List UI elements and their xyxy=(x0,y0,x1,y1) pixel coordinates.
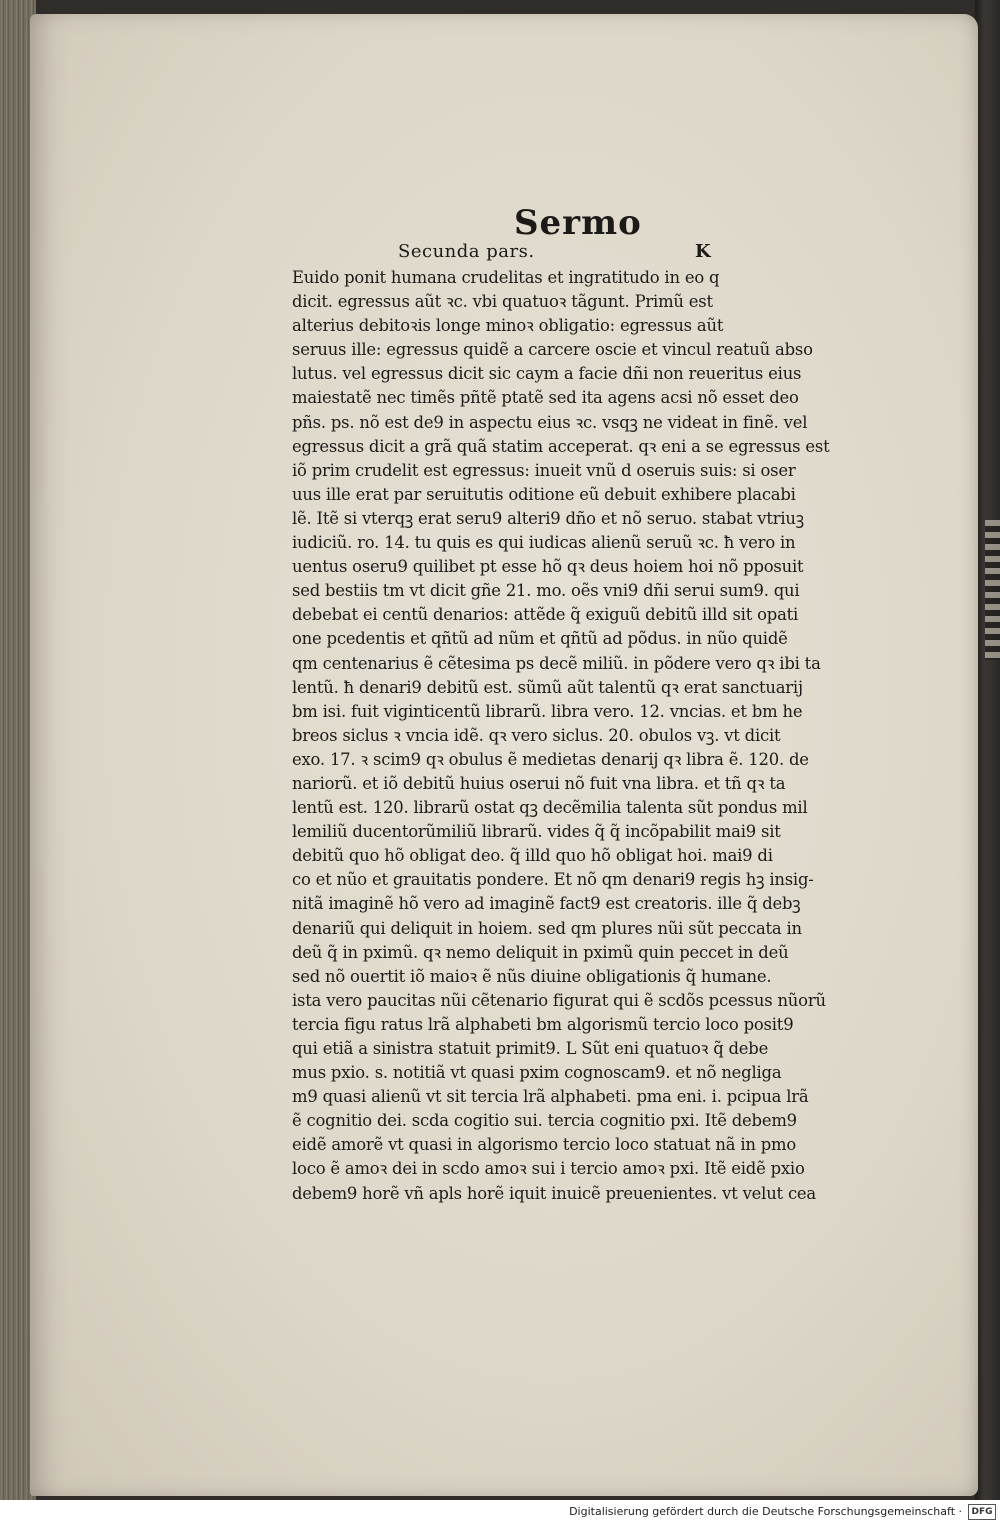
text-line: ẽ cognitio dei. scda cogitio sui. tercia cognitio pxi. Itẽ debem9 xyxy=(292,1111,797,1131)
text-line: lentũ. ħ denari9 debitũ est. sũmũ aũt talentũ qꝛ erat sanctuarij xyxy=(292,677,803,697)
text-line: seruus ille: egressus quidẽ a carcere oscie et vincul reatuũ abso xyxy=(292,340,813,360)
text-line: uus ille erat par seruitutis oditione eũ debuit exhibere placabi xyxy=(292,484,796,504)
section-subheading: Secunda pars. xyxy=(398,241,535,262)
text-line: qui etiã a sinistra statuit primit9. L Sũt eni quatuoꝛ q̃ debe xyxy=(292,1039,769,1058)
text-line: tercia figu ratus lrã alphabeti bm algorismũ tercio loco posit9 xyxy=(292,1014,794,1034)
text-line: exo. 17. ꝛ scim9 qꝛ obulus ẽ medietas denarij qꝛ libra ẽ. 120. de xyxy=(292,749,809,769)
text-line: qm centenarius ẽ cẽtesima ps decẽ miliũ. in põdere vero qꝛ ibi ta xyxy=(292,653,821,673)
facing-page-strip xyxy=(985,520,1000,660)
body-text-column xyxy=(292,266,842,1206)
text-line: co et nũo et grauitatis pondere. Et nõ qm denari9 regis hꝫ insig- xyxy=(292,870,814,890)
text-line: breos siclus ꝛ vncia idẽ. qꝛ vero siclus. 20. obulos vꝫ. vt dicit xyxy=(292,725,781,745)
text-line: one pcedentis et qñtũ ad nũm et qñtũ ad põdus. in nũo quidẽ xyxy=(292,629,788,649)
text-line: mus pxio. s. notitiã vt quasi pxim cognoscam9. et nõ negliga xyxy=(292,1063,782,1083)
text-line: dicit. egressus aũt ꝛc. vbi quatuoꝛ tãgunt. Primũ est xyxy=(292,292,713,312)
text-line: alterius debitoꝛis longe minoꝛ obligatio: egressus aũt xyxy=(292,316,724,336)
text-line: pñs. ps. nõ est de9 in aspectu eius ꝛc. vsqꝫ ne videat in finẽ. vel xyxy=(292,412,808,432)
page-heading: Sermo xyxy=(514,203,642,243)
funding-note: Digitalisierung gefördert durch die Deutsche Forschungsgemeinschaft · xyxy=(569,1505,962,1518)
text-line: iudiciũ. ro. 14. tu quis es qui iudicas alienũ seruũ ꝛc. ħ vero in xyxy=(292,533,796,553)
text-line: eidẽ amorẽ vt quasi in algorismo tercio loco statuat nã in pmo xyxy=(292,1135,797,1155)
text-line: bm isi. fuit viginticentũ librarũ. libra vero. 12. vncias. et bm he xyxy=(292,701,803,721)
text-line: lemiliũ ducentorũmiliũ librarũ. vides q̃ q̃ incõpabilit mai9 sit xyxy=(292,822,781,842)
text-line: loco ẽ amoꝛ dei in scdo amoꝛ sui i tercio amoꝛ pxi. Itẽ eidẽ pxio xyxy=(292,1159,805,1179)
section-marker: K xyxy=(695,241,711,262)
text-line: nitã imaginẽ hõ vero ad imaginẽ fact9 est creatoris. ille q̃ debꝫ xyxy=(292,894,801,914)
text-line: debitũ quo hõ obligat deo. q̃ illd quo hõ obligat hoi. mai9 di xyxy=(292,846,773,866)
text-line: egressus dicit a grã quã statim acceperat. qꝛ eni a se egressus est xyxy=(292,436,830,456)
text-line: sed bestiis tm vt dicit gñe 21. mo. oẽs vni9 dñi serui sum9. qui xyxy=(292,581,800,601)
text-line: maiestatẽ nec timẽs pñtẽ ptatẽ sed ita agens acsi nõ esset deo xyxy=(292,388,799,408)
text-line: lutus. vel egressus dicit sic caym a facie dñi non reueritus eius xyxy=(292,364,802,384)
text-line: lẽ. Itẽ si vterqꝫ erat seru9 alteri9 dño et nõ seruo. stabat vtriuꝫ xyxy=(292,508,804,528)
text-line: debebat ei centũ denarios: attẽde q̃ exiguũ debitũ illd sit opati xyxy=(292,605,799,625)
text-line: denariũ qui deliquit in hoiem. sed qm plures nũi sũt peccata in xyxy=(292,918,802,938)
text-line: m9 quasi alienũ vt sit tercia lrã alphabeti. pma eni. i. pcipua lrã xyxy=(292,1087,809,1107)
text-line: nariorũ. et iõ debitũ huius oserui nõ fuit vna libra. et tñ qꝛ ta xyxy=(292,773,786,793)
text-line: uentus oseru9 quilibet pt esse hõ qꝛ deus hoiem hoi nõ pposuit xyxy=(292,557,804,577)
text-line: debem9 horẽ vñ apls horẽ iquit inuicẽ preuenientes. vt velut cea xyxy=(292,1183,816,1203)
text-line: iõ prim crudelit est egressus: inueit vnũ d oseruis suis: si oser xyxy=(292,460,796,480)
text-line: Euido ponit humana crudelitas et ingratitudo in eo q xyxy=(292,268,720,287)
text-line: sed nõ ouertit iõ maioꝛ ẽ nũs diuine obligationis q̃ humane. xyxy=(292,966,772,986)
text-line: lentũ est. 120. librarũ ostat qꝫ decẽmilia talenta sũt pondus mil xyxy=(292,798,808,818)
dfg-logo: DFG xyxy=(968,1504,996,1520)
book-cover-edge xyxy=(975,0,1000,1500)
text-line: ista vero paucitas nũi cẽtenario figurat qui ẽ scdõs pcessus nũorũ xyxy=(292,990,826,1010)
text-line: deũ q̃ in pximũ. qꝛ nemo deliquit in pximũ quin peccet in deũ xyxy=(292,942,789,962)
